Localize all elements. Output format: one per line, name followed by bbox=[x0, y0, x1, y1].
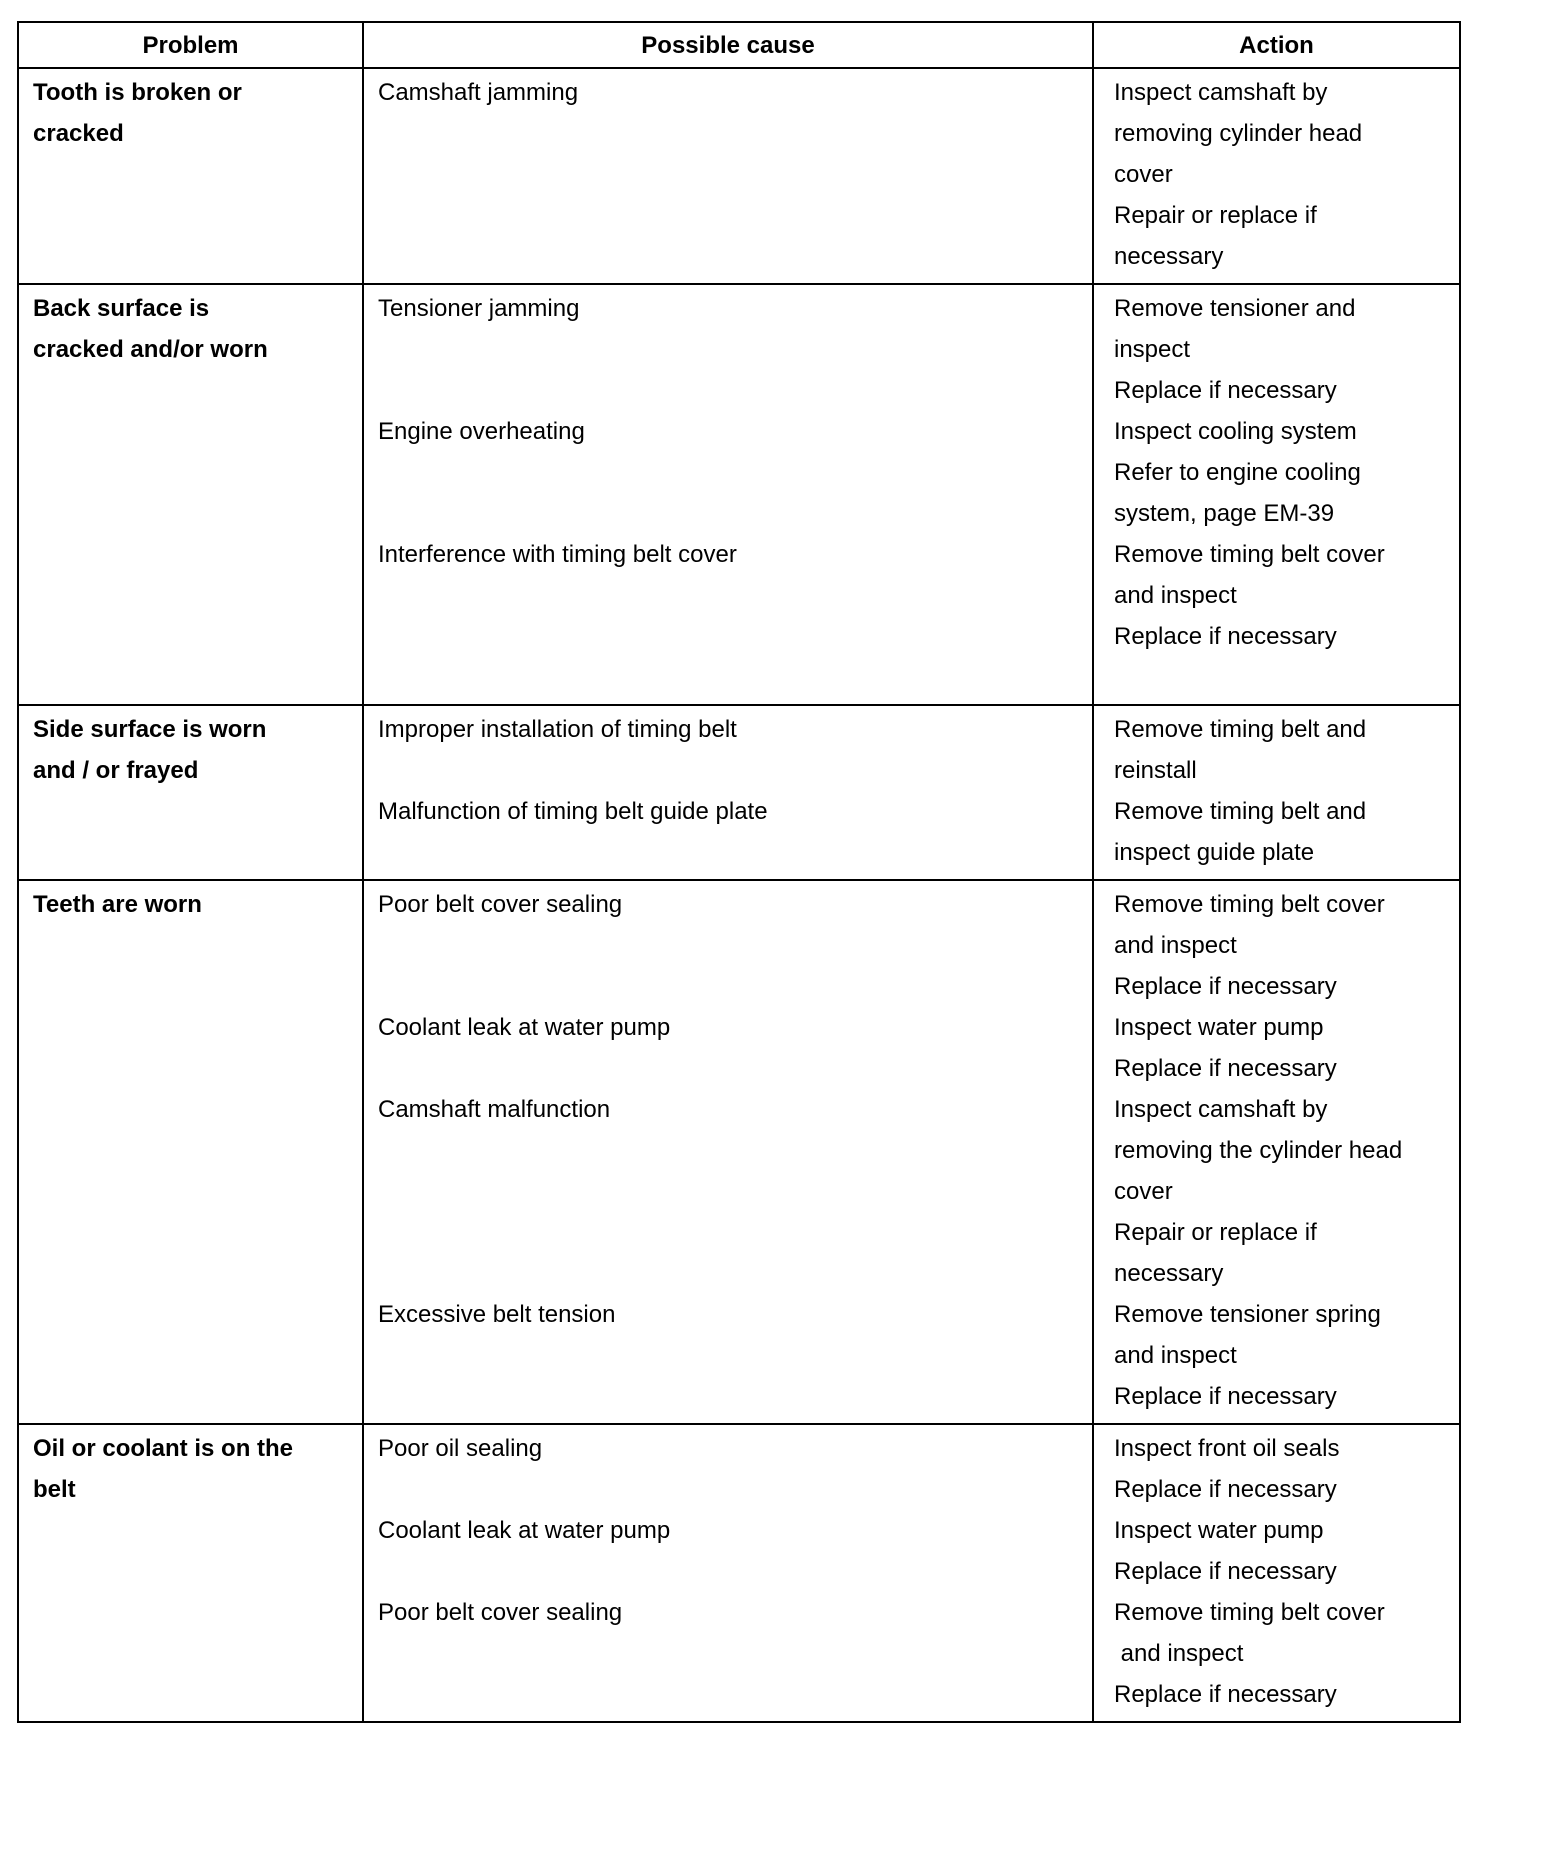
problem-cell bbox=[18, 284, 363, 705]
cause-text-line: Camshaft jamming bbox=[378, 79, 579, 106]
action-text-line: and inspect bbox=[1114, 582, 1237, 609]
header-action: Action bbox=[1093, 22, 1460, 68]
problem-text-line: belt bbox=[33, 1476, 76, 1503]
problem-text-line: and / or frayed bbox=[33, 757, 199, 784]
cause-text-line bbox=[378, 832, 1080, 873]
action-text-line: reinstall bbox=[1114, 757, 1197, 784]
cause-text-line bbox=[378, 452, 1080, 493]
table-header-row bbox=[18, 22, 1460, 68]
cause-text-line bbox=[378, 1633, 1080, 1674]
action-text-line: Repair or replace if bbox=[1114, 202, 1317, 229]
problem-text-line: Back surface is bbox=[33, 295, 210, 322]
cause-text-line bbox=[378, 1469, 1080, 1510]
action-cell bbox=[1093, 284, 1460, 705]
table-row bbox=[18, 68, 1460, 284]
cause-text-line: Coolant leak at water pump bbox=[378, 1517, 671, 1544]
action-text-line: Inspect front oil seals bbox=[1114, 1435, 1340, 1462]
action-text-line: Inspect water pump bbox=[1114, 1014, 1324, 1041]
action-text-line: and inspect bbox=[1114, 1342, 1237, 1369]
cause-text-line bbox=[378, 493, 1080, 534]
action-cell bbox=[1093, 705, 1460, 880]
action-text-line: necessary bbox=[1114, 243, 1224, 270]
cause-text-line: Interference with timing belt cover bbox=[378, 541, 737, 568]
action-text-line: removing the cylinder head bbox=[1114, 1137, 1403, 1164]
action-text-line: Inspect camshaft by bbox=[1114, 1096, 1328, 1123]
action-text-line: inspect guide plate bbox=[1114, 839, 1315, 866]
problem-text-line: Oil or coolant is on the bbox=[33, 1435, 294, 1462]
cause-text-line bbox=[378, 1551, 1080, 1592]
action-text-line: Replace if necessary bbox=[1114, 1558, 1337, 1585]
cause-text-line bbox=[378, 329, 1080, 370]
action-cell bbox=[1093, 68, 1460, 284]
cause-cell bbox=[363, 880, 1093, 1424]
cause-text-line: Excessive belt tension bbox=[378, 1301, 616, 1328]
action-cell bbox=[1093, 880, 1460, 1424]
cause-text-line: Malfunction of timing belt guide plate bbox=[378, 798, 768, 825]
cause-cell bbox=[363, 284, 1093, 705]
action-text-line: Inspect water pump bbox=[1114, 1517, 1324, 1544]
action-text-line: Remove timing belt cover bbox=[1114, 1599, 1385, 1626]
problem-text-line: Side surface is worn bbox=[33, 716, 267, 743]
cause-text-line: Poor belt cover sealing bbox=[378, 1599, 623, 1626]
action-text-line: Repair or replace if bbox=[1114, 1219, 1317, 1246]
action-text-line: Remove timing belt and bbox=[1114, 798, 1367, 825]
cause-text-line bbox=[378, 1212, 1080, 1253]
action-text-line: Replace if necessary bbox=[1114, 1476, 1337, 1503]
cause-text-line bbox=[378, 236, 1080, 277]
cause-text-line bbox=[378, 1048, 1080, 1089]
cause-text-line: Engine overheating bbox=[378, 418, 585, 445]
cause-cell bbox=[363, 705, 1093, 880]
action-text-line: system, page EM-39 bbox=[1114, 500, 1335, 527]
cause-text-line: Coolant leak at water pump bbox=[378, 1014, 671, 1041]
cause-text-line: Tensioner jamming bbox=[378, 295, 580, 322]
problem-text-line: Tooth is broken or bbox=[33, 79, 242, 106]
cause-cell bbox=[363, 68, 1093, 284]
cause-text-line bbox=[378, 1674, 1080, 1715]
cause-text-line bbox=[378, 154, 1080, 195]
table-row bbox=[18, 880, 1460, 1424]
table-body bbox=[18, 68, 1460, 1722]
header-problem: Problem bbox=[18, 22, 363, 68]
problem-cell bbox=[18, 68, 363, 284]
problem-text-line: cracked and/or worn bbox=[33, 336, 268, 363]
action-text-line: Remove timing belt cover bbox=[1114, 541, 1385, 568]
table-row bbox=[18, 705, 1460, 880]
cause-text-line bbox=[378, 925, 1080, 966]
cause-text-line: Poor oil sealing bbox=[378, 1435, 543, 1462]
action-text-line: necessary bbox=[1114, 1260, 1224, 1287]
cause-text-line: Camshaft malfunction bbox=[378, 1096, 611, 1123]
cause-text-line: Improper installation of timing belt bbox=[378, 716, 737, 743]
header-possible-cause: Possible cause bbox=[363, 22, 1093, 68]
action-text-line: Replace if necessary bbox=[1114, 1681, 1337, 1708]
problem-cell bbox=[18, 705, 363, 880]
cause-text-line bbox=[378, 750, 1080, 791]
problem-text-line: Teeth are worn bbox=[33, 891, 202, 918]
cause-cell bbox=[363, 1424, 1093, 1722]
cause-text-line bbox=[378, 1130, 1080, 1171]
cause-text-line bbox=[378, 657, 1080, 698]
action-text-line: Replace if necessary bbox=[1114, 623, 1337, 650]
cause-text-line bbox=[378, 575, 1080, 616]
table-row bbox=[18, 1424, 1460, 1722]
action-text-line: Replace if necessary bbox=[1114, 377, 1337, 404]
problem-cell bbox=[18, 1424, 363, 1722]
action-text-line: removing cylinder head bbox=[1114, 120, 1363, 147]
cause-text-line bbox=[378, 1253, 1080, 1294]
troubleshooting-sheet bbox=[17, 21, 1459, 1723]
table-row bbox=[18, 284, 1460, 705]
action-text-line: and inspect bbox=[1114, 1640, 1244, 1667]
cause-text-line bbox=[378, 113, 1080, 154]
action-text-line: and inspect bbox=[1114, 932, 1237, 959]
action-text-line: Remove tensioner and bbox=[1114, 295, 1356, 322]
cause-text-line bbox=[378, 195, 1080, 236]
action-text-line: Inspect cooling system bbox=[1114, 418, 1357, 445]
action-text-line: Remove timing belt cover bbox=[1114, 891, 1385, 918]
problem-text-line: cracked bbox=[33, 120, 124, 147]
cause-text-line bbox=[378, 1171, 1080, 1212]
cause-text-line bbox=[378, 1376, 1080, 1417]
cause-text-line: Poor belt cover sealing bbox=[378, 891, 623, 918]
action-cell bbox=[1093, 1424, 1460, 1722]
troubleshooting-table bbox=[17, 21, 1461, 1723]
action-text-line: cover bbox=[1114, 1178, 1173, 1205]
action-text-line: Remove tensioner spring bbox=[1114, 1301, 1381, 1328]
action-text-line: inspect bbox=[1114, 336, 1191, 363]
cause-text-line bbox=[378, 966, 1080, 1007]
action-text-line: Replace if necessary bbox=[1114, 973, 1337, 1000]
problem-cell bbox=[18, 880, 363, 1424]
action-text-line: Replace if necessary bbox=[1114, 1055, 1337, 1082]
cause-text-line bbox=[378, 616, 1080, 657]
action-text-line: cover bbox=[1114, 161, 1173, 188]
action-text-line bbox=[1114, 657, 1441, 698]
cause-text-line bbox=[378, 1335, 1080, 1376]
action-text-line: Inspect camshaft by bbox=[1114, 79, 1328, 106]
action-text-line: Replace if necessary bbox=[1114, 1383, 1337, 1410]
action-text-line: Remove timing belt and bbox=[1114, 716, 1367, 743]
action-text-line: Refer to engine cooling bbox=[1114, 459, 1361, 486]
cause-text-line bbox=[378, 370, 1080, 411]
